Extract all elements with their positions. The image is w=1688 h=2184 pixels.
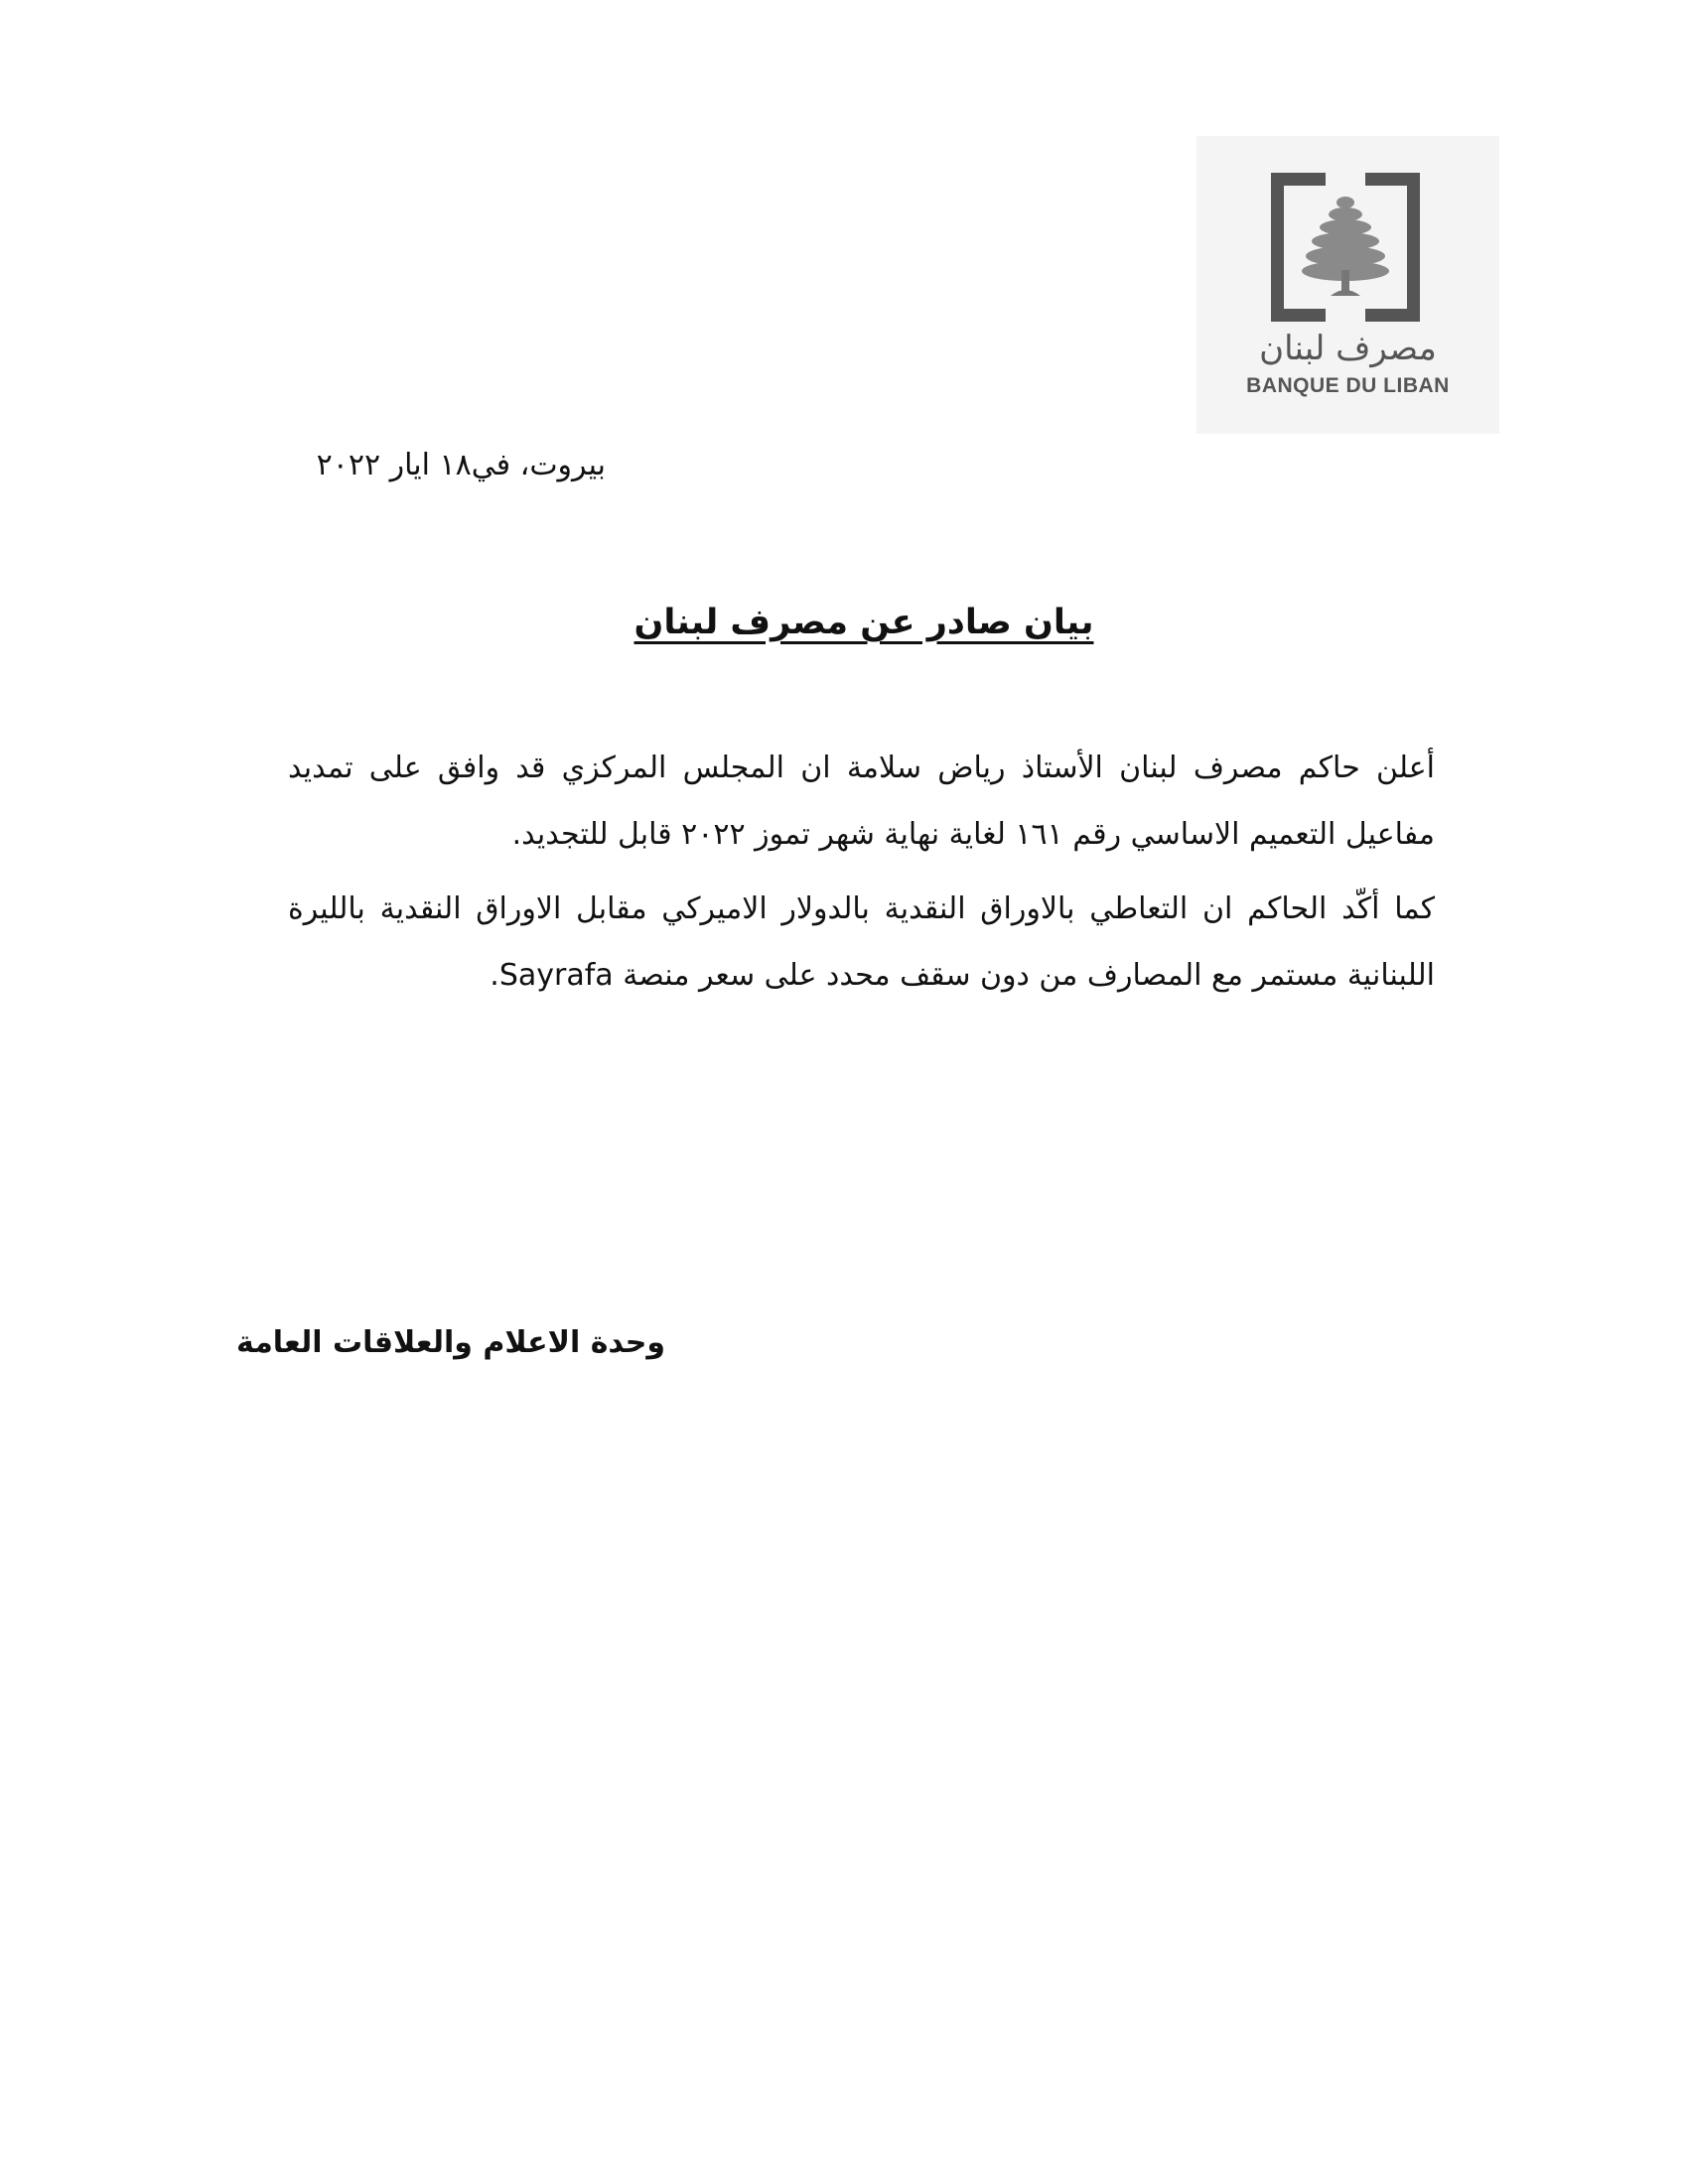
paragraph: أعلن حاكم مصرف لبنان الأستاذ رياض سلامة ان المجلس المركزي قد وافق على تمديد مفاعيل التعميم الاساسي رقم ١٦١ لغاية نهاية شهر تموز ٢٠٢٢ قابل للتجديد.: [288, 751, 1435, 852]
date-line: بيروت، في١٨ ايار ٢٠٢٢: [316, 448, 606, 482]
logo-latin-name: BANQUE DU LIBAN: [1246, 374, 1450, 397]
logo-arabic-name: مصرف لبنان: [1259, 329, 1437, 368]
page-title: [298, 598, 1430, 647]
paragraph: كما أكّد الحاكم ان التعاطي بالاوراق النقدية بالدولار الاميركي مقابل الاوراق النقدية بالليرة اللبنانية مستمر مع المصارف من دون سقف محدد على سعر منصة Sayrafa.: [288, 891, 1435, 993]
cedar-tree-icon: [1271, 173, 1420, 322]
title-text: بيان صادر عن مصرف لبنان: [633, 603, 1094, 642]
bank-logo: [1196, 136, 1499, 434]
statement-body: [288, 735, 1435, 1017]
signature: وحدة الاعلام والعلاقات العامة: [236, 1325, 665, 1360]
